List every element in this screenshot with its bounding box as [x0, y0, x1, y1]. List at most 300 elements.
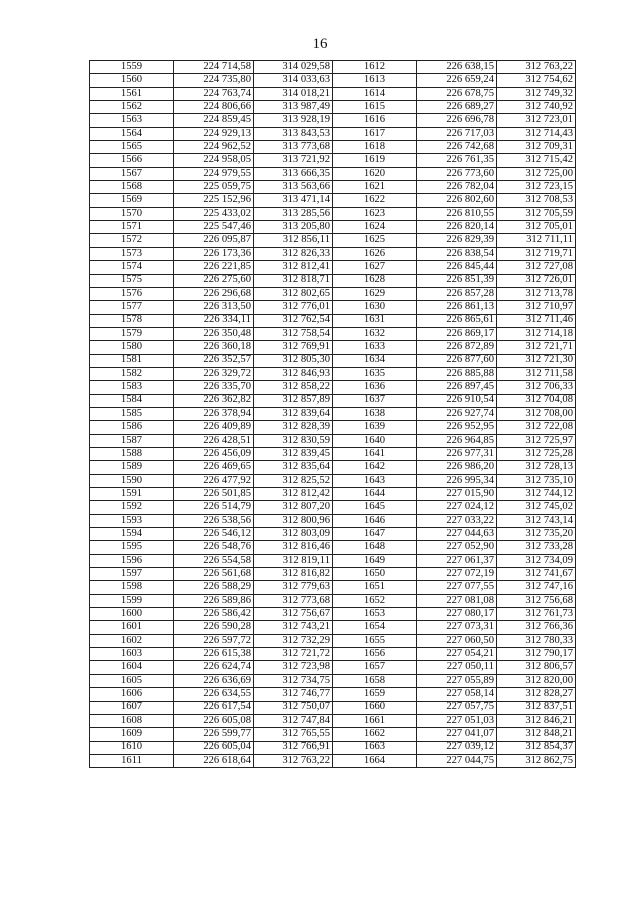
point-number-left: 1588: [90, 447, 174, 460]
point-number-right: 1624: [333, 221, 417, 234]
page-number: 16: [312, 36, 328, 52]
point-number-right: 1661: [333, 714, 417, 727]
point-number-left: 1568: [90, 181, 174, 194]
point-number-right: 1628: [333, 274, 417, 287]
y-coordinate-left: 312 858,22: [254, 381, 333, 394]
point-number-left: 1606: [90, 688, 174, 701]
table-row: [90, 261, 576, 274]
table-row: [90, 447, 576, 460]
x-coordinate-right: 226 782,04: [417, 181, 497, 194]
y-coordinate-right: 312 709,31: [497, 141, 576, 154]
point-number-right: 1653: [333, 608, 417, 621]
point-number-right: 1633: [333, 341, 417, 354]
x-coordinate-right: 226 689,27: [417, 101, 497, 114]
point-number-left: 1565: [90, 141, 174, 154]
x-coordinate-left: 226 618,64: [174, 754, 254, 767]
x-coordinate-right: 227 073,31: [417, 621, 497, 634]
x-coordinate-right: 227 039,12: [417, 741, 497, 754]
y-coordinate-right: 312 790,17: [497, 648, 576, 661]
x-coordinate-left: 224 806,66: [174, 101, 254, 114]
x-coordinate-right: 227 081,08: [417, 594, 497, 607]
point-number-right: 1660: [333, 701, 417, 714]
point-number-right: 1634: [333, 354, 417, 367]
table-row: [90, 221, 576, 234]
point-number-left: 1567: [90, 167, 174, 180]
point-number-left: 1583: [90, 381, 174, 394]
table-row: [90, 501, 576, 514]
table-row: [90, 301, 576, 314]
y-coordinate-left: 312 857,89: [254, 394, 333, 407]
y-coordinate-right: 312 837,51: [497, 701, 576, 714]
table-row: [90, 407, 576, 420]
point-number-left: 1563: [90, 114, 174, 127]
y-coordinate-right: 312 705,01: [497, 221, 576, 234]
y-coordinate-left: 313 773,68: [254, 141, 333, 154]
y-coordinate-right: 312 735,20: [497, 528, 576, 541]
y-coordinate-left: 312 773,68: [254, 594, 333, 607]
point-number-right: 1642: [333, 461, 417, 474]
y-coordinate-right: 312 761,73: [497, 608, 576, 621]
point-number-right: 1615: [333, 101, 417, 114]
x-coordinate-left: 226 501,85: [174, 488, 254, 501]
x-coordinate-right: 226 877,60: [417, 354, 497, 367]
x-coordinate-right: 226 986,20: [417, 461, 497, 474]
coordinates-table: [89, 60, 576, 768]
x-coordinate-left: 226 334,11: [174, 314, 254, 327]
point-number-right: 1635: [333, 367, 417, 380]
x-coordinate-left: 226 378,94: [174, 407, 254, 420]
point-number-right: 1657: [333, 661, 417, 674]
table-row: [90, 661, 576, 674]
y-coordinate-left: 312 723,98: [254, 661, 333, 674]
x-coordinate-right: 226 678,75: [417, 87, 497, 100]
x-coordinate-right: 226 838,54: [417, 247, 497, 260]
x-coordinate-left: 226 469,65: [174, 461, 254, 474]
x-coordinate-left: 224 979,55: [174, 167, 254, 180]
x-coordinate-right: 226 872,89: [417, 341, 497, 354]
point-number-left: 1561: [90, 87, 174, 100]
point-number-left: 1576: [90, 287, 174, 300]
table-row: [90, 528, 576, 541]
point-number-right: 1651: [333, 581, 417, 594]
point-number-right: 1631: [333, 314, 417, 327]
point-number-left: 1602: [90, 634, 174, 647]
x-coordinate-left: 226 548,76: [174, 541, 254, 554]
x-coordinate-right: 226 910,54: [417, 394, 497, 407]
y-coordinate-left: 312 800,96: [254, 514, 333, 527]
point-number-right: 1647: [333, 528, 417, 541]
y-coordinate-right: 312 743,14: [497, 514, 576, 527]
point-number-right: 1650: [333, 568, 417, 581]
point-number-left: 1590: [90, 474, 174, 487]
x-coordinate-left: 226 546,12: [174, 528, 254, 541]
x-coordinate-right: 227 044,63: [417, 528, 497, 541]
table-row: [90, 87, 576, 100]
coordinates-table-body: [90, 61, 576, 768]
x-coordinate-right: 226 829,39: [417, 234, 497, 247]
y-coordinate-left: 312 766,91: [254, 741, 333, 754]
x-coordinate-left: 226 605,08: [174, 714, 254, 727]
point-number-left: 1584: [90, 394, 174, 407]
point-number-right: 1612: [333, 61, 417, 74]
y-coordinate-left: 312 818,71: [254, 274, 333, 287]
x-coordinate-left: 226 335,70: [174, 381, 254, 394]
y-coordinate-right: 312 766,36: [497, 621, 576, 634]
x-coordinate-right: 226 638,15: [417, 61, 497, 74]
y-coordinate-right: 312 828,27: [497, 688, 576, 701]
table-row: [90, 674, 576, 687]
y-coordinate-right: 312 711,58: [497, 367, 576, 380]
x-coordinate-left: 226 590,28: [174, 621, 254, 634]
y-coordinate-left: 312 762,54: [254, 314, 333, 327]
y-coordinate-left: 312 721,72: [254, 648, 333, 661]
y-coordinate-right: 312 725,00: [497, 167, 576, 180]
table-row: [90, 421, 576, 434]
table-row: [90, 714, 576, 727]
point-number-left: 1596: [90, 554, 174, 567]
y-coordinate-right: 312 725,28: [497, 447, 576, 460]
x-coordinate-left: 224 962,52: [174, 141, 254, 154]
y-coordinate-left: 312 856,11: [254, 234, 333, 247]
point-number-left: 1575: [90, 274, 174, 287]
point-number-left: 1605: [90, 674, 174, 687]
y-coordinate-left: 313 205,80: [254, 221, 333, 234]
point-number-left: 1601: [90, 621, 174, 634]
x-coordinate-left: 226 329,72: [174, 367, 254, 380]
y-coordinate-right: 312 708,53: [497, 194, 576, 207]
y-coordinate-left: 312 816,82: [254, 568, 333, 581]
x-coordinate-right: 227 061,37: [417, 554, 497, 567]
point-number-left: 1571: [90, 221, 174, 234]
y-coordinate-left: 312 807,20: [254, 501, 333, 514]
y-coordinate-left: 312 756,67: [254, 608, 333, 621]
point-number-left: 1593: [90, 514, 174, 527]
x-coordinate-right: 227 077,55: [417, 581, 497, 594]
table-row: [90, 608, 576, 621]
point-number-left: 1611: [90, 754, 174, 767]
y-coordinate-left: 312 776,01: [254, 301, 333, 314]
point-number-right: 1643: [333, 474, 417, 487]
y-coordinate-left: 312 830,59: [254, 434, 333, 447]
x-coordinate-left: 226 350,48: [174, 327, 254, 340]
y-coordinate-left: 312 734,75: [254, 674, 333, 687]
table-row: [90, 141, 576, 154]
y-coordinate-right: 312 727,08: [497, 261, 576, 274]
y-coordinate-right: 312 741,67: [497, 568, 576, 581]
y-coordinate-left: 312 812,41: [254, 261, 333, 274]
x-coordinate-right: 227 080,17: [417, 608, 497, 621]
y-coordinate-left: 312 839,45: [254, 447, 333, 460]
y-coordinate-left: 312 819,11: [254, 554, 333, 567]
y-coordinate-right: 312 735,10: [497, 474, 576, 487]
table-row: [90, 634, 576, 647]
point-number-right: 1627: [333, 261, 417, 274]
table-row: [90, 61, 576, 74]
x-coordinate-left: 226 615,38: [174, 648, 254, 661]
x-coordinate-left: 226 095,87: [174, 234, 254, 247]
y-coordinate-left: 314 029,58: [254, 61, 333, 74]
point-number-left: 1594: [90, 528, 174, 541]
table-row: [90, 314, 576, 327]
x-coordinate-left: 224 958,05: [174, 154, 254, 167]
y-coordinate-left: 312 826,33: [254, 247, 333, 260]
point-number-right: 1626: [333, 247, 417, 260]
point-number-right: 1613: [333, 74, 417, 87]
point-number-left: 1582: [90, 367, 174, 380]
x-coordinate-right: 226 742,68: [417, 141, 497, 154]
x-coordinate-left: 224 714,58: [174, 61, 254, 74]
x-coordinate-left: 226 296,68: [174, 287, 254, 300]
y-coordinate-right: 312 734,09: [497, 554, 576, 567]
point-number-right: 1620: [333, 167, 417, 180]
y-coordinate-right: 312 711,11: [497, 234, 576, 247]
y-coordinate-right: 312 708,00: [497, 407, 576, 420]
y-coordinate-right: 312 711,46: [497, 314, 576, 327]
y-coordinate-right: 312 719,71: [497, 247, 576, 260]
point-number-left: 1566: [90, 154, 174, 167]
y-coordinate-left: 313 471,14: [254, 194, 333, 207]
table-row: [90, 154, 576, 167]
x-coordinate-left: 226 221,85: [174, 261, 254, 274]
point-number-right: 1659: [333, 688, 417, 701]
table-row: [90, 648, 576, 661]
point-number-right: 1614: [333, 87, 417, 100]
point-number-right: 1638: [333, 407, 417, 420]
x-coordinate-left: 226 636,69: [174, 674, 254, 687]
point-number-left: 1580: [90, 341, 174, 354]
x-coordinate-left: 224 763,74: [174, 87, 254, 100]
point-number-left: 1599: [90, 594, 174, 607]
y-coordinate-right: 312 722,08: [497, 421, 576, 434]
point-number-right: 1621: [333, 181, 417, 194]
table-row: [90, 114, 576, 127]
point-number-right: 1623: [333, 207, 417, 220]
y-coordinate-left: 312 763,22: [254, 754, 333, 767]
y-coordinate-left: 312 805,30: [254, 354, 333, 367]
x-coordinate-left: 226 514,79: [174, 501, 254, 514]
table-row: [90, 541, 576, 554]
y-coordinate-right: 312 714,43: [497, 127, 576, 140]
table-row: [90, 688, 576, 701]
x-coordinate-left: 226 362,82: [174, 394, 254, 407]
y-coordinate-left: 312 839,64: [254, 407, 333, 420]
x-coordinate-right: 226 659,24: [417, 74, 497, 87]
point-number-right: 1664: [333, 754, 417, 767]
y-coordinate-left: 312 846,93: [254, 367, 333, 380]
point-number-right: 1648: [333, 541, 417, 554]
table-row: [90, 287, 576, 300]
point-number-left: 1581: [90, 354, 174, 367]
point-number-left: 1586: [90, 421, 174, 434]
table-row: [90, 274, 576, 287]
point-number-right: 1652: [333, 594, 417, 607]
point-number-right: 1644: [333, 488, 417, 501]
x-coordinate-left: 225 547,46: [174, 221, 254, 234]
table-row: [90, 581, 576, 594]
point-number-right: 1654: [333, 621, 417, 634]
x-coordinate-right: 227 051,03: [417, 714, 497, 727]
x-coordinate-left: 226 428,51: [174, 434, 254, 447]
x-coordinate-right: 226 845,44: [417, 261, 497, 274]
y-coordinate-left: 312 812,42: [254, 488, 333, 501]
y-coordinate-right: 312 854,37: [497, 741, 576, 754]
x-coordinate-right: 226 810,55: [417, 207, 497, 220]
x-coordinate-right: 227 033,22: [417, 514, 497, 527]
table-row: [90, 247, 576, 260]
point-number-right: 1630: [333, 301, 417, 314]
table-row: [90, 754, 576, 767]
y-coordinate-left: 313 987,49: [254, 101, 333, 114]
y-coordinate-left: 312 803,09: [254, 528, 333, 541]
y-coordinate-right: 312 721,71: [497, 341, 576, 354]
point-number-left: 1579: [90, 327, 174, 340]
x-coordinate-right: 226 885,88: [417, 367, 497, 380]
x-coordinate-left: 226 538,56: [174, 514, 254, 527]
table-row: [90, 461, 576, 474]
point-number-left: 1562: [90, 101, 174, 114]
x-coordinate-right: 227 072,19: [417, 568, 497, 581]
y-coordinate-right: 312 846,21: [497, 714, 576, 727]
y-coordinate-right: 312 728,13: [497, 461, 576, 474]
y-coordinate-left: 312 769,91: [254, 341, 333, 354]
y-coordinate-left: 312 765,55: [254, 728, 333, 741]
y-coordinate-left: 313 285,56: [254, 207, 333, 220]
x-coordinate-left: 225 152,96: [174, 194, 254, 207]
y-coordinate-right: 312 820,00: [497, 674, 576, 687]
y-coordinate-left: 313 721,92: [254, 154, 333, 167]
point-number-left: 1589: [90, 461, 174, 474]
x-coordinate-right: 227 052,90: [417, 541, 497, 554]
point-number-left: 1574: [90, 261, 174, 274]
point-number-left: 1573: [90, 247, 174, 260]
table-row: [90, 207, 576, 220]
x-coordinate-left: 226 561,68: [174, 568, 254, 581]
y-coordinate-left: 312 825,52: [254, 474, 333, 487]
y-coordinate-left: 312 816,46: [254, 541, 333, 554]
y-coordinate-right: 312 704,08: [497, 394, 576, 407]
table-row: [90, 381, 576, 394]
x-coordinate-right: 226 851,39: [417, 274, 497, 287]
x-coordinate-left: 226 554,58: [174, 554, 254, 567]
table-row: [90, 341, 576, 354]
point-number-left: 1610: [90, 741, 174, 754]
y-coordinate-right: 312 754,62: [497, 74, 576, 87]
point-number-left: 1559: [90, 61, 174, 74]
x-coordinate-left: 226 617,54: [174, 701, 254, 714]
x-coordinate-right: 226 861,13: [417, 301, 497, 314]
table-row: [90, 728, 576, 741]
x-coordinate-right: 226 995,34: [417, 474, 497, 487]
x-coordinate-right: 227 058,14: [417, 688, 497, 701]
x-coordinate-right: 227 041,07: [417, 728, 497, 741]
table-row: [90, 741, 576, 754]
x-coordinate-left: 226 586,42: [174, 608, 254, 621]
x-coordinate-left: 226 313,50: [174, 301, 254, 314]
y-coordinate-left: 312 779,63: [254, 581, 333, 594]
y-coordinate-left: 312 835,64: [254, 461, 333, 474]
y-coordinate-right: 312 725,97: [497, 434, 576, 447]
x-coordinate-right: 227 050,11: [417, 661, 497, 674]
x-coordinate-right: 227 054,21: [417, 648, 497, 661]
x-coordinate-right: 226 927,74: [417, 407, 497, 420]
point-number-right: 1636: [333, 381, 417, 394]
x-coordinate-left: 226 599,77: [174, 728, 254, 741]
y-coordinate-right: 312 721,30: [497, 354, 576, 367]
table-row: [90, 167, 576, 180]
table-row: [90, 194, 576, 207]
point-number-left: 1600: [90, 608, 174, 621]
x-coordinate-right: 226 865,61: [417, 314, 497, 327]
point-number-left: 1604: [90, 661, 174, 674]
point-number-left: 1564: [90, 127, 174, 140]
x-coordinate-left: 225 059,75: [174, 181, 254, 194]
table-row: [90, 181, 576, 194]
table-row: [90, 568, 576, 581]
y-coordinate-left: 314 033,63: [254, 74, 333, 87]
y-coordinate-left: 312 758,54: [254, 327, 333, 340]
y-coordinate-right: 312 726,01: [497, 274, 576, 287]
y-coordinate-left: 313 563,66: [254, 181, 333, 194]
y-coordinate-right: 312 715,42: [497, 154, 576, 167]
table-row: [90, 514, 576, 527]
y-coordinate-left: 313 666,35: [254, 167, 333, 180]
point-number-left: 1560: [90, 74, 174, 87]
y-coordinate-left: 312 746,77: [254, 688, 333, 701]
x-coordinate-left: 226 589,86: [174, 594, 254, 607]
point-number-left: 1598: [90, 581, 174, 594]
y-coordinate-right: 312 763,22: [497, 61, 576, 74]
y-coordinate-right: 312 747,16: [497, 581, 576, 594]
x-coordinate-left: 226 352,57: [174, 354, 254, 367]
y-coordinate-right: 312 780,33: [497, 634, 576, 647]
x-coordinate-right: 226 977,31: [417, 447, 497, 460]
x-coordinate-left: 226 456,09: [174, 447, 254, 460]
y-coordinate-right: 312 862,75: [497, 754, 576, 767]
x-coordinate-left: 226 588,29: [174, 581, 254, 594]
point-number-right: 1662: [333, 728, 417, 741]
x-coordinate-right: 227 024,12: [417, 501, 497, 514]
y-coordinate-right: 312 723,01: [497, 114, 576, 127]
table-row: [90, 101, 576, 114]
y-coordinate-right: 312 733,28: [497, 541, 576, 554]
x-coordinate-left: 226 605,04: [174, 741, 254, 754]
y-coordinate-right: 312 749,32: [497, 87, 576, 100]
y-coordinate-right: 312 745,02: [497, 501, 576, 514]
table-row: [90, 434, 576, 447]
y-coordinate-right: 312 706,33: [497, 381, 576, 394]
x-coordinate-right: 226 897,45: [417, 381, 497, 394]
y-coordinate-right: 312 756,68: [497, 594, 576, 607]
point-number-right: 1640: [333, 434, 417, 447]
y-coordinate-right: 312 705,59: [497, 207, 576, 220]
x-coordinate-left: 226 360,18: [174, 341, 254, 354]
x-coordinate-right: 226 964,85: [417, 434, 497, 447]
y-coordinate-left: 313 928,19: [254, 114, 333, 127]
y-coordinate-right: 312 744,12: [497, 488, 576, 501]
point-number-right: 1663: [333, 741, 417, 754]
x-coordinate-right: 226 952,95: [417, 421, 497, 434]
point-number-right: 1641: [333, 447, 417, 460]
y-coordinate-right: 312 848,21: [497, 728, 576, 741]
x-coordinate-left: 225 433,02: [174, 207, 254, 220]
point-number-left: 1607: [90, 701, 174, 714]
point-number-right: 1655: [333, 634, 417, 647]
table-row: [90, 367, 576, 380]
x-coordinate-right: 226 802,60: [417, 194, 497, 207]
x-coordinate-left: 224 929,13: [174, 127, 254, 140]
point-number-right: 1617: [333, 127, 417, 140]
y-coordinate-left: 314 018,21: [254, 87, 333, 100]
